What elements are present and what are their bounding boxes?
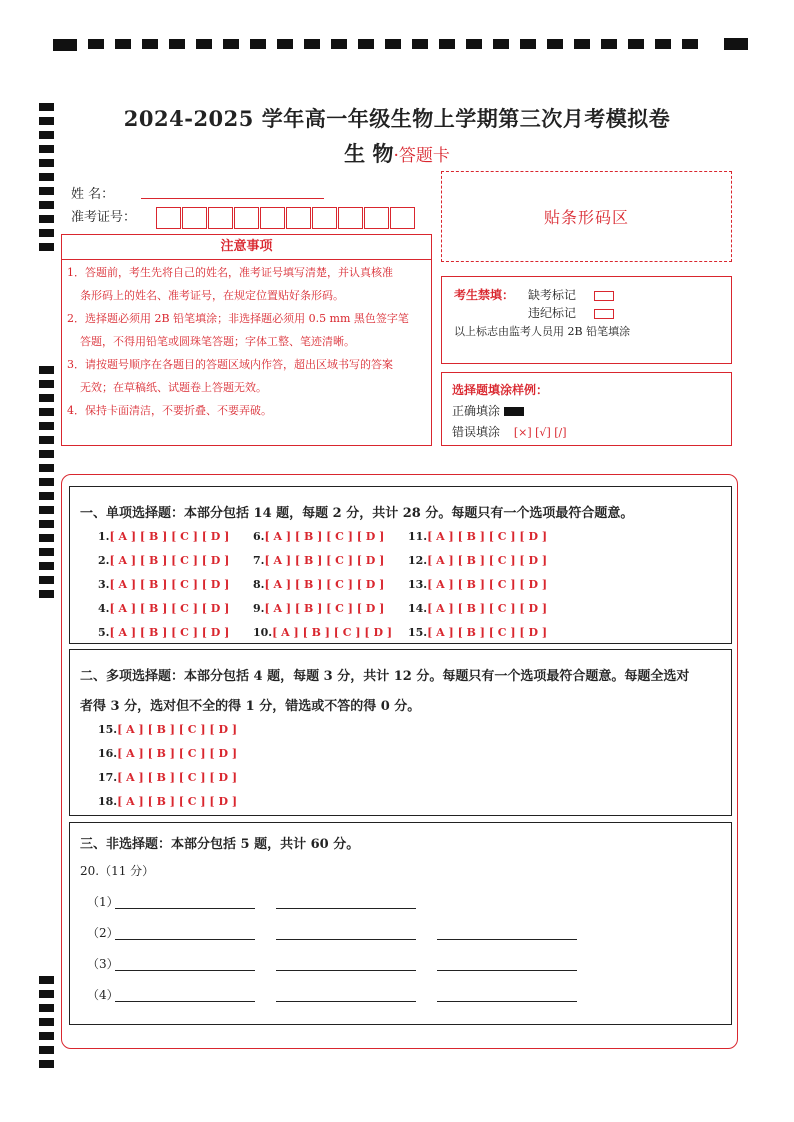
question-number: 12. — [408, 554, 428, 567]
subject-title — [0, 138, 794, 168]
notice-item: 1．答题前，考生先将自己的姓名，准考证号填写清楚，并认真核准 — [67, 266, 393, 279]
notice-item: 条形码上的姓名、准考证号，在规定位置贴好条形码。 — [80, 289, 344, 302]
section3-heading: 三、非选择题：本部分包括 5 题，共计 60 分。 — [80, 837, 360, 852]
question-number: 15. — [98, 723, 118, 736]
question-row[interactable] — [408, 626, 547, 639]
answer-line[interactable] — [115, 970, 255, 971]
filled-box-icon — [504, 407, 524, 416]
absent-checkbox[interactable] — [594, 291, 614, 301]
barcode-area — [441, 171, 732, 262]
answer-line[interactable] — [276, 970, 416, 971]
answer-options[interactable]: [ A ] [ B ] [ C ] [ D ] — [117, 747, 238, 760]
question-number: 18. — [98, 795, 118, 808]
exam-id-box[interactable] — [182, 207, 207, 229]
section2-heading-line1: 二、多项选择题：本部分包括 4 题，每题 3 分，共计 12 分。每题只有一个选项最符合题意。每题全选对 — [80, 669, 690, 684]
section1-heading: 一、单项选择题：本部分包括 14 题，每题 2 分，共计 28 分。每题只有一个选项最符合题意。 — [80, 506, 634, 521]
section-multiple-choice — [69, 649, 732, 816]
question-row[interactable] — [408, 530, 547, 543]
exam-title: 2024-2025 学年高一年级生物上学期第三次月考模拟卷 — [123, 106, 671, 131]
question-row[interactable] — [98, 795, 237, 808]
answer-line[interactable] — [437, 970, 577, 971]
section-single-choice — [69, 486, 732, 644]
answer-options[interactable]: [ A ] [ B ] [ C ] [ D ] — [109, 626, 230, 639]
wrong-fill-label: 错误填涂 — [452, 425, 501, 439]
part-label: （4） — [87, 988, 119, 1002]
question-number: 15. — [408, 626, 428, 639]
answer-line[interactable] — [115, 939, 255, 940]
question-number: 2. — [98, 554, 110, 567]
question-row[interactable] — [98, 602, 229, 615]
exam-id-box[interactable] — [286, 207, 311, 229]
question-row[interactable] — [98, 530, 229, 543]
answer-options[interactable]: [ A ] [ B ] [ C ] [ D ] — [427, 626, 548, 639]
question-row[interactable] — [253, 554, 384, 567]
answer-options[interactable]: [ A ] [ B ] [ C ] [ D ] — [117, 771, 238, 784]
question-number: 14. — [408, 602, 428, 615]
part-label: （2） — [87, 926, 119, 940]
answer-options[interactable]: [ A ] [ B ] [ C ] [ D ] — [109, 578, 230, 591]
question-row[interactable] — [98, 747, 237, 760]
answer-line[interactable] — [437, 939, 577, 940]
question-row[interactable] — [98, 723, 237, 736]
notice-box — [61, 234, 432, 446]
name-label: 姓 名： — [71, 187, 115, 202]
answer-options[interactable]: [ A ] [ B ] [ C ] [ D ] — [117, 723, 238, 736]
answer-line[interactable] — [115, 908, 255, 909]
notice-item: 4．保持卡面清洁，不要折叠、不要弄破。 — [67, 404, 272, 417]
question-row[interactable] — [98, 626, 229, 639]
answer-options[interactable]: [ A ] [ B ] [ C ] [ D ] — [264, 554, 385, 567]
question-number: 7. — [253, 554, 265, 567]
absent-mark-label: 缺考标记 — [528, 288, 577, 302]
question-row[interactable] — [408, 602, 547, 615]
notice-title: 注意事项 — [62, 235, 431, 260]
answer-line[interactable] — [276, 908, 416, 909]
answer-line[interactable] — [276, 1001, 416, 1002]
answer-options[interactable]: [ A ] [ B ] [ C ] [ D ] — [427, 530, 548, 543]
barcode-label: 贴条形码区 — [543, 208, 629, 227]
answer-line[interactable] — [276, 939, 416, 940]
exam-id-box[interactable] — [234, 207, 259, 229]
question-number: 16. — [98, 747, 118, 760]
answer-card-label: ·答题卡 — [393, 146, 450, 166]
answer-options[interactable]: [ A ] [ B ] [ C ] [ D ] — [427, 578, 548, 591]
violation-checkbox[interactable] — [594, 309, 614, 319]
name-field[interactable] — [141, 198, 324, 199]
question-number: 1. — [98, 530, 110, 543]
exam-id-box[interactable] — [338, 207, 363, 229]
question-row[interactable] — [253, 530, 384, 543]
question-number: 9. — [253, 602, 265, 615]
question-20-label: 20.（11 分） — [80, 864, 155, 878]
question-number: 13. — [408, 578, 428, 591]
notice-item: 2．选择题必须用 2B 铅笔填涂；非选择题必须用 0.5 mm 黑色签字笔 — [67, 312, 409, 325]
notice-item: 无效；在草稿纸、试题卷上答题无效。 — [80, 381, 267, 394]
exam-marks-label: 考生禁填： — [454, 288, 515, 302]
question-row[interactable] — [408, 578, 547, 591]
answer-options[interactable]: [ A ] [ B ] [ C ] [ D ] — [272, 626, 393, 639]
question-number: 10. — [253, 626, 273, 639]
question-row[interactable] — [253, 626, 392, 639]
absent-mark — [528, 286, 614, 303]
question-number: 6. — [253, 530, 265, 543]
exam-id-label: 准考证号： — [71, 210, 137, 225]
violation-mark-label: 违纪标记 — [528, 306, 577, 320]
part-label: （3） — [87, 957, 119, 971]
answer-options[interactable]: [ A ] [ B ] [ C ] [ D ] — [109, 530, 230, 543]
question-row[interactable] — [98, 554, 229, 567]
question-number: 8. — [253, 578, 265, 591]
part-label: （1） — [87, 895, 119, 909]
question-row[interactable] — [408, 554, 547, 567]
section2-heading-line2: 者得 3 分，选对但不全的得 1 分，错选或不答的得 0 分。 — [80, 699, 421, 714]
answer-options[interactable]: [ A ] [ B ] [ C ] [ D ] — [109, 554, 230, 567]
question-row[interactable] — [253, 602, 384, 615]
notice-item: 答题，不得用铅笔或圆珠笔答题；字体工整、笔迹清晰。 — [80, 335, 355, 348]
fill-example-box — [441, 372, 732, 446]
question-row[interactable] — [253, 578, 384, 591]
exam-id-box[interactable] — [364, 207, 389, 229]
wrong-fill-example — [452, 423, 567, 440]
subject-name: 生 物 — [344, 141, 394, 166]
notice-item: 3．请按题号顺序在各题目的答题区域内作答，超出区域书写的答案 — [67, 358, 393, 371]
exam-id-box[interactable] — [156, 207, 181, 229]
section-non-choice — [69, 822, 732, 1025]
answer-line[interactable] — [115, 1001, 255, 1002]
correct-fill-example — [452, 402, 524, 419]
answer-options[interactable]: [ A ] [ B ] [ C ] [ D ] — [264, 530, 385, 543]
exam-marks-instruction: 以上标志由监考人员用 2B 铅笔填涂 — [454, 325, 631, 338]
fill-example-title: 选择题填涂样例： — [452, 383, 549, 397]
violation-mark — [528, 304, 614, 321]
answer-line[interactable] — [437, 1001, 577, 1002]
exam-id-box[interactable] — [208, 207, 233, 229]
answer-options[interactable]: [ A ] [ B ] [ C ] [ D ] — [427, 602, 548, 615]
exam-id-box[interactable] — [312, 207, 337, 229]
question-number: 3. — [98, 578, 110, 591]
question-number: 17. — [98, 771, 118, 784]
question-row[interactable] — [98, 771, 237, 784]
exam-marks-box — [441, 276, 732, 364]
wrong-fill-marks: [×] [√] [/] — [513, 426, 567, 439]
exam-id-box[interactable] — [260, 207, 285, 229]
question-row[interactable] — [98, 578, 229, 591]
answer-options[interactable]: [ A ] [ B ] [ C ] [ D ] — [109, 602, 230, 615]
answer-options[interactable]: [ A ] [ B ] [ C ] [ D ] — [264, 578, 385, 591]
correct-fill-label: 正确填涂 — [452, 404, 501, 418]
question-number: 11. — [408, 530, 428, 543]
answer-options[interactable]: [ A ] [ B ] [ C ] [ D ] — [117, 795, 238, 808]
exam-id-box[interactable] — [390, 207, 415, 229]
answer-options[interactable]: [ A ] [ B ] [ C ] [ D ] — [427, 554, 548, 567]
question-number: 4. — [98, 602, 110, 615]
answer-options[interactable]: [ A ] [ B ] [ C ] [ D ] — [264, 602, 385, 615]
question-number: 5. — [98, 626, 110, 639]
